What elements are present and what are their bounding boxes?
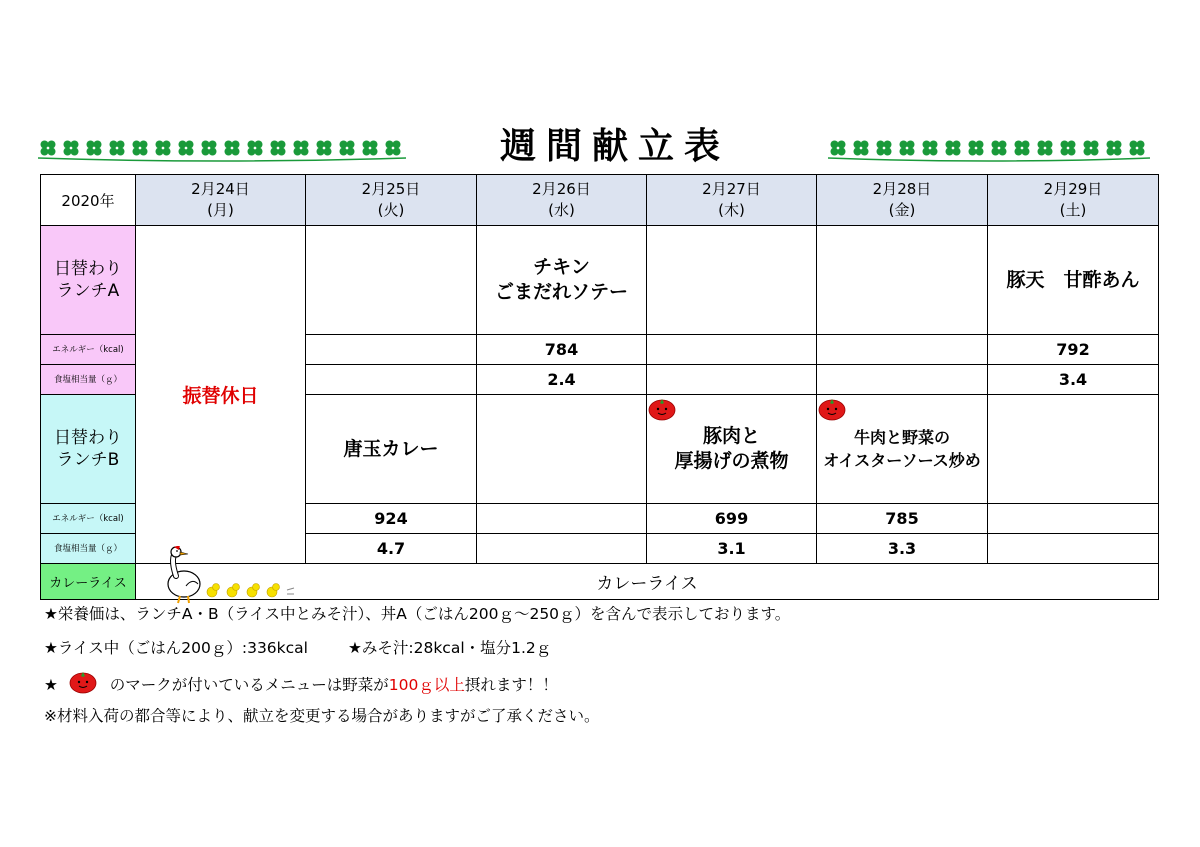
lunch-b-label-text: 日替わり ランチB [54,428,122,470]
clover-icon [386,141,401,156]
clover-icon [202,141,217,156]
note-veg-pre: のマークが付いているメニューは野菜が [109,676,389,694]
lunch-a-menu-2 [477,226,647,335]
note-line-4: ※材料入荷の都合等により、献立を変更する場合がありますがご了承ください。 [44,707,600,725]
lunch-b-salt-value: 4.7 [306,534,477,564]
day-date: 2月25日 [361,180,421,198]
lunch-a-energy-value [647,335,817,365]
lunch-b-menu-text: 牛肉と野菜の オイスターソース炒め [823,428,981,470]
holiday-cell [136,226,306,564]
year-label: 2020年 [41,175,136,226]
clover-icon [877,141,892,156]
day-weekday: (土) [1059,201,1087,219]
clover-icon [225,141,240,156]
lunch-b-energy-label: エネルギー（kcal) [41,504,136,534]
note-star: ★ [44,676,58,694]
lunch-a-salt-value [306,365,477,395]
lunch-a-energy-value [817,335,988,365]
day-date: 2月29日 [1043,180,1103,198]
lunch-b-energy-value: 699 [647,504,817,534]
clover-icon [156,141,171,156]
note-line-1: ★栄養価は、ランチA・B（ライス中とみそ汁）、丼A（ごはん200ｇ～250ｇ）を含んで表示しております。 [44,605,791,623]
day-date: 2月24日 [191,180,250,198]
clover-icon [1038,141,1053,156]
clover-icon [969,141,984,156]
clover-icon [363,141,378,156]
lunch-b-salt-value [988,534,1159,564]
lunch-a-menu-text: 豚天 甘酢あん [1006,268,1140,291]
lunch-a-menu-3 [647,226,817,335]
lunch-b-menu-3 [817,395,988,504]
page-title: 週間献立表 [499,126,730,167]
clover-icon [1015,141,1030,156]
note-veg-amount: 100ｇ以上 [388,676,465,694]
lunch-a-salt-value [817,365,988,395]
lunch-a-menu-1 [306,226,477,335]
clover-icon [87,141,102,156]
lunch-b-menu-2 [647,395,817,504]
lunch-b-menu-4 [988,395,1159,504]
clover-icon [1107,141,1122,156]
holiday-label: 振替休日 [182,385,259,407]
day-date: 2月26日 [532,180,591,198]
clover-icon [317,141,332,156]
header-row [41,175,1159,226]
lunch-a-energy-value [306,335,477,365]
curry-label: カレーライス [41,564,136,600]
lunch-a-menu-4 [817,226,988,335]
lunch-b-salt-value [477,534,647,564]
lunch-b-menu-text: 唐玉カレー [343,437,439,460]
lunch-a-salt-value: 3.4 [988,365,1159,395]
lunch-b-energy-value: 785 [817,504,988,534]
clover-icon [110,141,125,156]
lunch-b-menu-text: 豚肉と 厚揚げの煮物 [674,425,789,472]
day-weekday: (火) [377,201,405,219]
lunch-b-salt-value: 3.1 [647,534,817,564]
note-rice: ★ライス中（ごはん200ｇ）:336kcal [44,639,308,657]
day-weekday: (木) [718,201,745,219]
note-miso: ★みそ汁:28kcal・塩分1.2ｇ [347,639,552,657]
clover-icon [946,141,961,156]
lunch-b-menu-1 [477,395,647,504]
lunch-a-salt-value: 2.4 [477,365,647,395]
lunch-a-menu-5 [988,226,1159,335]
note-veg-post: 摂れます！！ [464,676,558,694]
clover-icon [133,141,148,156]
lunch-b-salt-label: 食塩相当量（ｇ） [41,534,136,564]
clover-icon [900,141,915,156]
lunch-b-energy-value [477,504,647,534]
clover-icon [271,141,286,156]
day-weekday: (水) [548,201,575,219]
clover-icon [1061,141,1076,156]
clover-border-left [38,134,410,164]
clover-icon [248,141,263,156]
clover-icon [1130,141,1145,156]
lunch-b-menu-0 [306,395,477,504]
note-line-2 [44,634,790,668]
curry-value: カレーライス [136,564,1159,600]
lunch-a-menu-text: チキン ごまだれソテー [494,256,628,303]
day-header-0 [136,175,306,226]
clover-icon [294,141,309,156]
lunch-a-menu-row [41,226,1159,335]
lunch-a-salt-value [647,365,817,395]
clover-border-right [828,134,1158,164]
clover-icon [831,141,846,156]
day-header-3 [647,175,817,226]
lunch-b-label [41,395,136,504]
note-line-3 [44,668,790,702]
day-header-2 [477,175,647,226]
lunch-a-energy-label: エネルギー（kcal) [41,335,136,365]
tomato-icon [68,668,98,703]
day-header-1 [306,175,477,226]
clover-icon [179,141,194,156]
clover-icon [64,141,79,156]
day-header-5 [988,175,1159,226]
lunch-b-energy-value [988,504,1159,534]
clover-icon [854,141,869,156]
clover-icon [41,141,56,156]
chicks-icon [207,584,280,598]
day-date: 2月28日 [872,180,932,198]
lunch-a-label [41,226,136,335]
clover-icon [340,141,355,156]
clover-icon [1084,141,1099,156]
lunch-a-energy-value: 792 [988,335,1159,365]
day-date: 2月27日 [702,180,761,198]
goose-icon [168,546,200,603]
tomato-icon [647,395,677,425]
day-header-4 [817,175,988,226]
clover-icon [923,141,938,156]
lunch-b-salt-value: 3.3 [817,534,988,564]
lunch-a-salt-label: 食塩相当量（ｇ） [41,365,136,395]
lunch-a-energy-value: 784 [477,335,647,365]
clover-icon [992,141,1007,156]
lunch-a-label-text: 日替わり ランチA [54,259,122,301]
day-weekday: (金) [888,201,916,219]
menu-table [40,174,1159,600]
notes [44,600,790,736]
lunch-b-energy-value: 924 [306,504,477,534]
tomato-icon [817,395,847,425]
day-weekday: (月) [207,201,234,219]
goose-and-chicks-illustration [162,546,302,606]
